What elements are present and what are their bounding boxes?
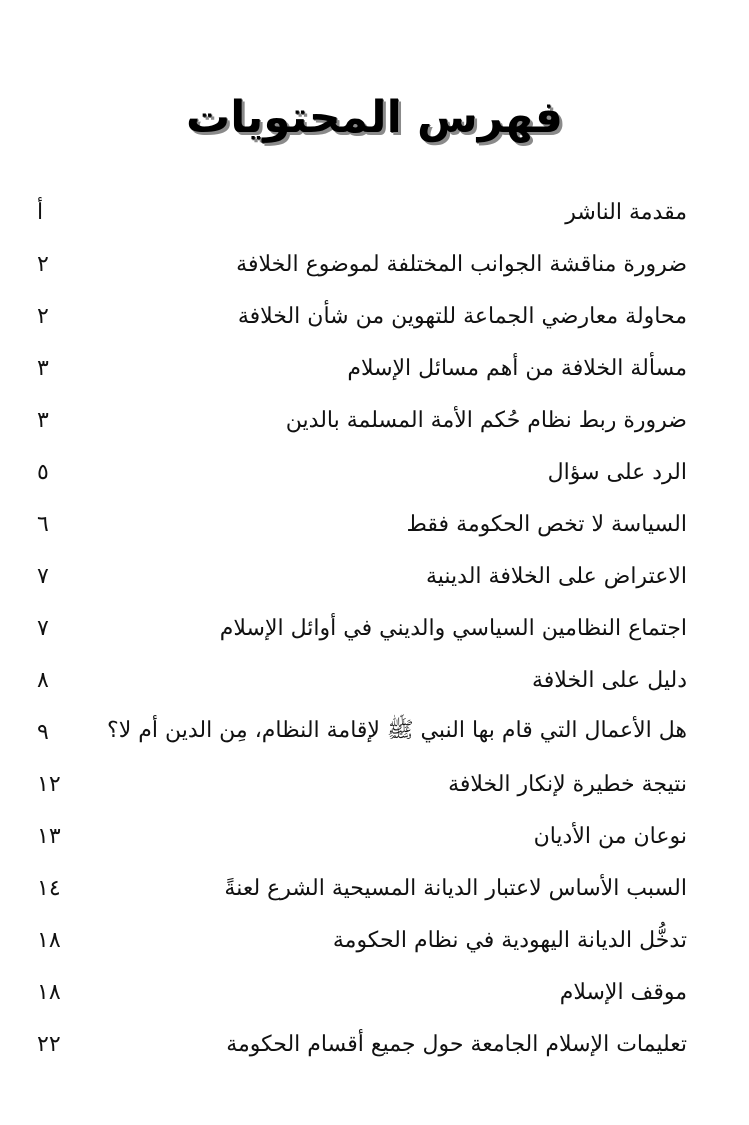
toc-entry bbox=[37, 186, 687, 238]
toc-entry bbox=[37, 550, 687, 602]
toc-entry-title: السبب الأساس لاعتبار الديانة المسيحية الشرع لعنةً bbox=[224, 875, 687, 901]
toc-entry-page: ٢٢ bbox=[37, 1031, 61, 1057]
toc-entry-page: ٧ bbox=[37, 563, 49, 589]
toc-entry bbox=[37, 238, 687, 290]
toc-entry-title: ضرورة مناقشة الجوانب المختلفة لموضوع الخلافة bbox=[236, 251, 687, 277]
toc-entry-page: ٣ bbox=[37, 407, 49, 433]
toc-entry-title: ضرورة ربط نظام حُكم الأمة المسلمة بالدين bbox=[285, 407, 687, 433]
toc-entry-page: أ bbox=[37, 199, 44, 225]
toc-list bbox=[37, 186, 687, 1070]
toc-entry-page: ٩ bbox=[37, 719, 49, 745]
toc-entry bbox=[37, 446, 687, 498]
toc-entry bbox=[37, 342, 687, 394]
toc-entry bbox=[37, 810, 687, 862]
toc-entry-title: مسألة الخلافة من أهم مسائل الإسلام bbox=[347, 355, 687, 381]
toc-entry-title: اجتماع النظامين السياسي والديني في أوائل الإسلام bbox=[219, 615, 687, 641]
toc-entry bbox=[37, 914, 687, 966]
toc-entry-title: دليل على الخلافة bbox=[532, 667, 687, 693]
toc-entry-title: السياسة لا تخص الحكومة فقط bbox=[406, 511, 687, 537]
toc-entry-title: نتيجة خطيرة لإنكار الخلافة bbox=[448, 771, 687, 797]
toc-entry bbox=[37, 602, 687, 654]
toc-entry-title: مقدمة الناشر bbox=[565, 199, 687, 225]
toc-entry-page: ١٢ bbox=[37, 771, 61, 797]
toc-entry-page: ٣ bbox=[37, 355, 49, 381]
toc-entry-page: ٢ bbox=[37, 251, 49, 277]
toc-entry-title: هل الأعمال التي قام بها النبي ﷺ لإقامة النظام، مِن الدين أم لا؟ bbox=[107, 718, 687, 743]
toc-entry bbox=[37, 290, 687, 342]
toc-entry-page: ٧ bbox=[37, 615, 49, 641]
toc-entry-page: ١٨ bbox=[37, 927, 61, 953]
toc-entry bbox=[37, 758, 687, 810]
toc-entry bbox=[37, 706, 687, 758]
toc-entry-page: ١٤ bbox=[37, 875, 61, 901]
toc-entry bbox=[37, 966, 687, 1018]
toc-entry-page: ٦ bbox=[37, 511, 49, 537]
toc-entry-page: ٢ bbox=[37, 303, 49, 329]
toc-entry-title: محاولة معارضي الجماعة للتهوين من شأن الخلافة bbox=[237, 303, 687, 329]
toc-entry-title: الاعتراض على الخلافة الدينية bbox=[425, 563, 687, 589]
toc-entry-page: ١٨ bbox=[37, 979, 61, 1005]
toc-entry bbox=[37, 862, 687, 914]
toc-entry-title: تعليمات الإسلام الجامعة حول جميع أقسام الحكومة bbox=[226, 1031, 687, 1057]
toc-entry-page: ٥ bbox=[37, 459, 49, 485]
toc-entry bbox=[37, 394, 687, 446]
page-title: فهرس المحتويات bbox=[186, 92, 563, 143]
toc-entry bbox=[37, 498, 687, 550]
toc-entry-page: ٨ bbox=[37, 667, 49, 693]
toc-entry-title: نوعان من الأديان bbox=[533, 823, 687, 849]
toc-entry-title: موقف الإسلام bbox=[559, 979, 687, 1005]
toc-entry-title: تدخُّل الديانة اليهودية في نظام الحكومة bbox=[332, 927, 687, 953]
toc-entry bbox=[37, 654, 687, 706]
toc-entry bbox=[37, 1018, 687, 1070]
toc-entry-page: ١٣ bbox=[37, 823, 61, 849]
toc-entry-title: الرد على سؤال bbox=[547, 459, 687, 485]
